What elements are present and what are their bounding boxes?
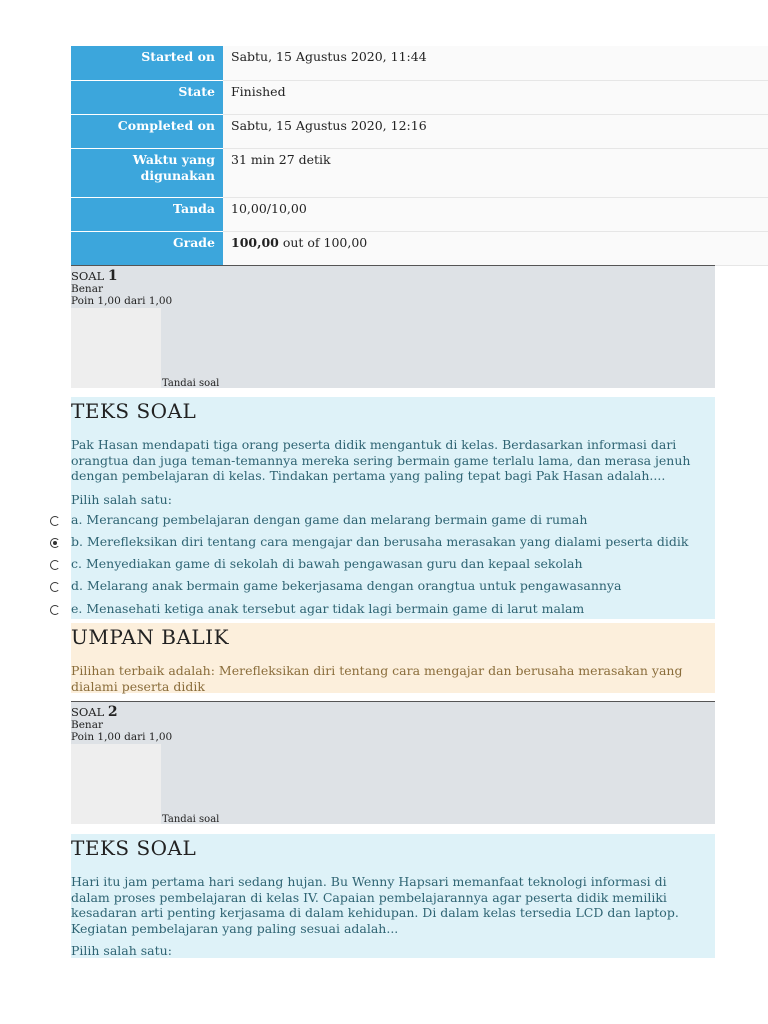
flag-area <box>71 308 161 388</box>
radio-icon[interactable] <box>50 582 60 592</box>
summary-label: Grade <box>71 231 223 265</box>
summary-value <box>223 231 768 265</box>
summary-label: State <box>71 80 223 114</box>
summary-row-time-taken <box>71 148 768 197</box>
flag-area <box>71 744 161 824</box>
question-text-heading: TEKS SOAL <box>71 836 197 860</box>
question-status: Benar <box>71 283 103 295</box>
summary-row-started <box>71 46 768 80</box>
summary-label: Waktu yang digunakan <box>71 148 223 197</box>
summary-value: 10,00/10,00 <box>223 197 768 231</box>
grade-out-of: out of 100,00 <box>278 234 368 250</box>
option-label: e. Menasehati ketiga anak tersebut agar tidak lagi bermain game di larut malam <box>71 601 585 616</box>
radio-icon[interactable] <box>50 605 60 615</box>
answer-option-e[interactable] <box>50 601 584 616</box>
answer-option-a[interactable] <box>50 512 587 527</box>
option-label: a. Merancang pembelajaran dengan game dan melarang bermain game di rumah <box>71 512 588 527</box>
summary-row-marks <box>71 197 768 231</box>
summary-value: Sabtu, 15 Agustus 2020, 12:16 <box>223 114 768 148</box>
summary-value: Finished <box>223 80 768 114</box>
flag-question-link[interactable]: Tandai soal <box>162 378 220 389</box>
question-number: SOAL 2 <box>71 704 118 720</box>
question-text-heading: TEKS SOAL <box>71 399 197 423</box>
option-label: c. Menyediakan game di sekolah di bawah pengawasan guru dan kepaal sekolah <box>71 556 583 571</box>
question-text-body: Pak Hasan mendapati tiga orang peserta didik mengantuk di kelas. Berdasarkan informasi dari orangtua dan juga teman-temannya mereka sering bermain game terlalu lama, dan merasa jenuh dengan pembelajaran di kelas. Tindakan pertama yang paling tepat bagi Pak Hasan adalah.... <box>71 437 691 483</box>
summary-value: 31 min 27 detik <box>223 148 768 197</box>
grade-score: 100,00 <box>231 234 279 250</box>
answer-option-b[interactable] <box>50 534 688 549</box>
answer-prompt: Pilih salah satu: <box>71 492 172 507</box>
answer-option-c[interactable] <box>50 556 583 571</box>
radio-icon[interactable] <box>50 516 60 526</box>
question-points: Poin 1,00 dari 1,00 <box>71 295 173 307</box>
question-2-text <box>71 834 715 958</box>
answer-option-d[interactable] <box>50 578 621 593</box>
question-text-body: Hari itu jam pertama hari sedang hujan. Bu Wenny Hapsari memanfaat teknologi informasi di dalam proses pembelajaran di kelas IV. Capaian pembelajarannya agar peserta didik memiliki kesadaran arti penting kerjasama di dalam kehidupan. Di dalam kelas tersedia LCD dan laptop. Kegiatan pembelajaran yang paling sesuai adalah... <box>71 874 679 936</box>
option-label: d. Melarang anak bermain game bekerjasama dengan orangtua untuk pengawasannya <box>71 578 622 593</box>
question-points: Poin 1,00 dari 1,00 <box>71 731 173 743</box>
option-label: b. Merefleksikan diri tentang cara mengajar dan berusaha merasakan yang dialami peserta didik <box>71 534 689 549</box>
attempt-summary-table <box>71 46 768 266</box>
summary-row-state <box>71 80 768 114</box>
summary-value: Sabtu, 15 Agustus 2020, 11:44 <box>223 46 768 80</box>
feedback-text: Pilihan terbaik adalah: Merefleksikan diri tentang cara mengajar dan berusaha merasakan yang dialami peserta didik <box>71 663 683 694</box>
summary-row-grade <box>71 231 768 265</box>
question-number: SOAL 1 <box>71 268 118 284</box>
flag-question-link[interactable]: Tandai soal <box>162 814 220 825</box>
question-1-info <box>71 265 715 388</box>
summary-label: Completed on <box>71 114 223 148</box>
question-2-info <box>71 701 715 824</box>
question-1-feedback <box>71 623 715 693</box>
question-status: Benar <box>71 719 103 731</box>
radio-icon[interactable] <box>50 560 60 570</box>
summary-label: Tanda <box>71 197 223 231</box>
summary-row-completed <box>71 114 768 148</box>
radio-selected-icon[interactable] <box>50 538 60 548</box>
answer-prompt: Pilih salah satu: <box>71 943 172 958</box>
summary-label: Started on <box>71 46 223 80</box>
feedback-heading: UMPAN BALIK <box>71 625 230 649</box>
